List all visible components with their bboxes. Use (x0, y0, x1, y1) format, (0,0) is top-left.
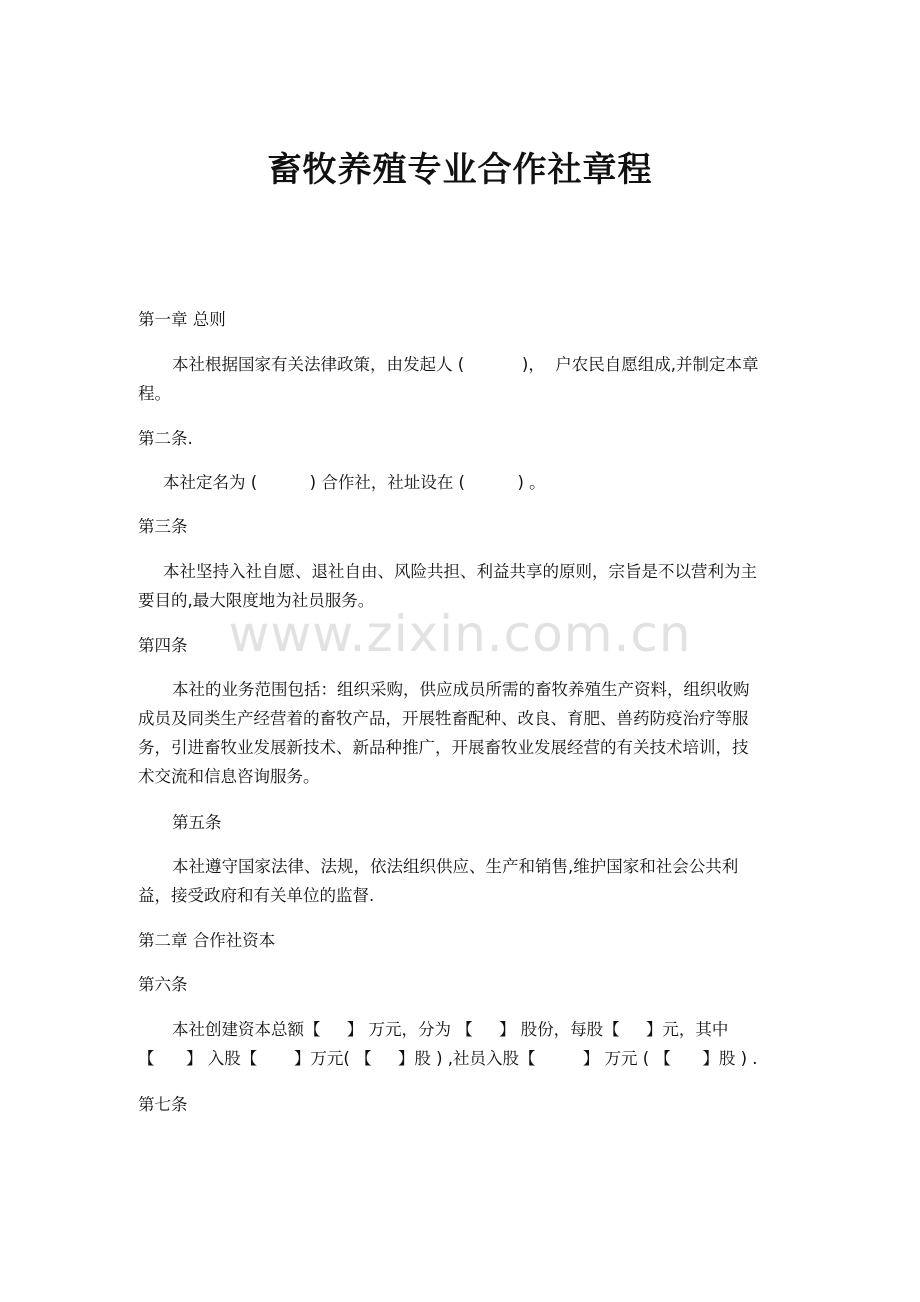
article-6-text-line-1: 本社创建资本总额【 】 万元，分为 【 】 股份，每股【 】元，其中 (172, 1020, 729, 1039)
article-3-heading: 第三条 (138, 517, 188, 536)
article-3-text-line-2: 要目的,最大限度地为社员服务。 (138, 591, 375, 610)
article-6-heading: 第六条 (138, 975, 188, 994)
article-4-text-line-4: 术交流和信息咨询服务。 (138, 767, 320, 786)
article-4-text-line-2: 成员及同类生产经营着的畜牧产品，开展牲畜配种、改良、育肥、兽药防疫治疗等服 (138, 709, 749, 728)
article-3-text-line-1: 本社坚持入社自愿、退社自由、风险共担、利益共享的原则，宗旨是不以营利为主 (163, 562, 757, 581)
article-5-text-line-1: 本社遵守国家法律、法规，依法组织供应、生产和销售,维护国家和社会公共利 (172, 857, 739, 876)
article-2-text: 本社定名为 ( ) 合作社，社址设在 ( ) 。 (163, 473, 546, 492)
article-1-text-line-2: 程。 (138, 384, 171, 403)
document-title: 畜牧养殖专业合作社章程 (267, 150, 653, 190)
article-6-text-line-2: 【 】 入股【 】万元( 【 】股 ) ,社员入股【 】 万元 ( 【 】股 ) . (138, 1049, 758, 1068)
watermark: www.zixin.com.cn (228, 605, 692, 663)
article-4-text-line-1: 本社的业务范围包括：组织采购，供应成员所需的畜牧养殖生产资料，组织收购 (172, 680, 750, 699)
article-1-text-line-1: 本社根据国家有关法律政策，由发起人 ( )， 户农民自愿组成,并制定本章 (172, 355, 759, 374)
article-4-text-line-3: 务，引进畜牧业发展新技术、新品种推广，开展畜牧业发展经营的有关技术培训，技 (138, 738, 749, 757)
chapter-1-heading: 第一章 总则 (138, 310, 226, 329)
article-4-heading: 第四条 (138, 636, 188, 655)
article-5-heading: 第五条 (172, 813, 222, 832)
article-5-text-line-2: 益，接受政府和有关单位的监督. (138, 886, 375, 905)
article-2-heading: 第二条. (138, 429, 193, 448)
chapter-2-heading: 第二章 合作社资本 (138, 931, 276, 950)
article-7-heading: 第七条 (138, 1095, 188, 1114)
